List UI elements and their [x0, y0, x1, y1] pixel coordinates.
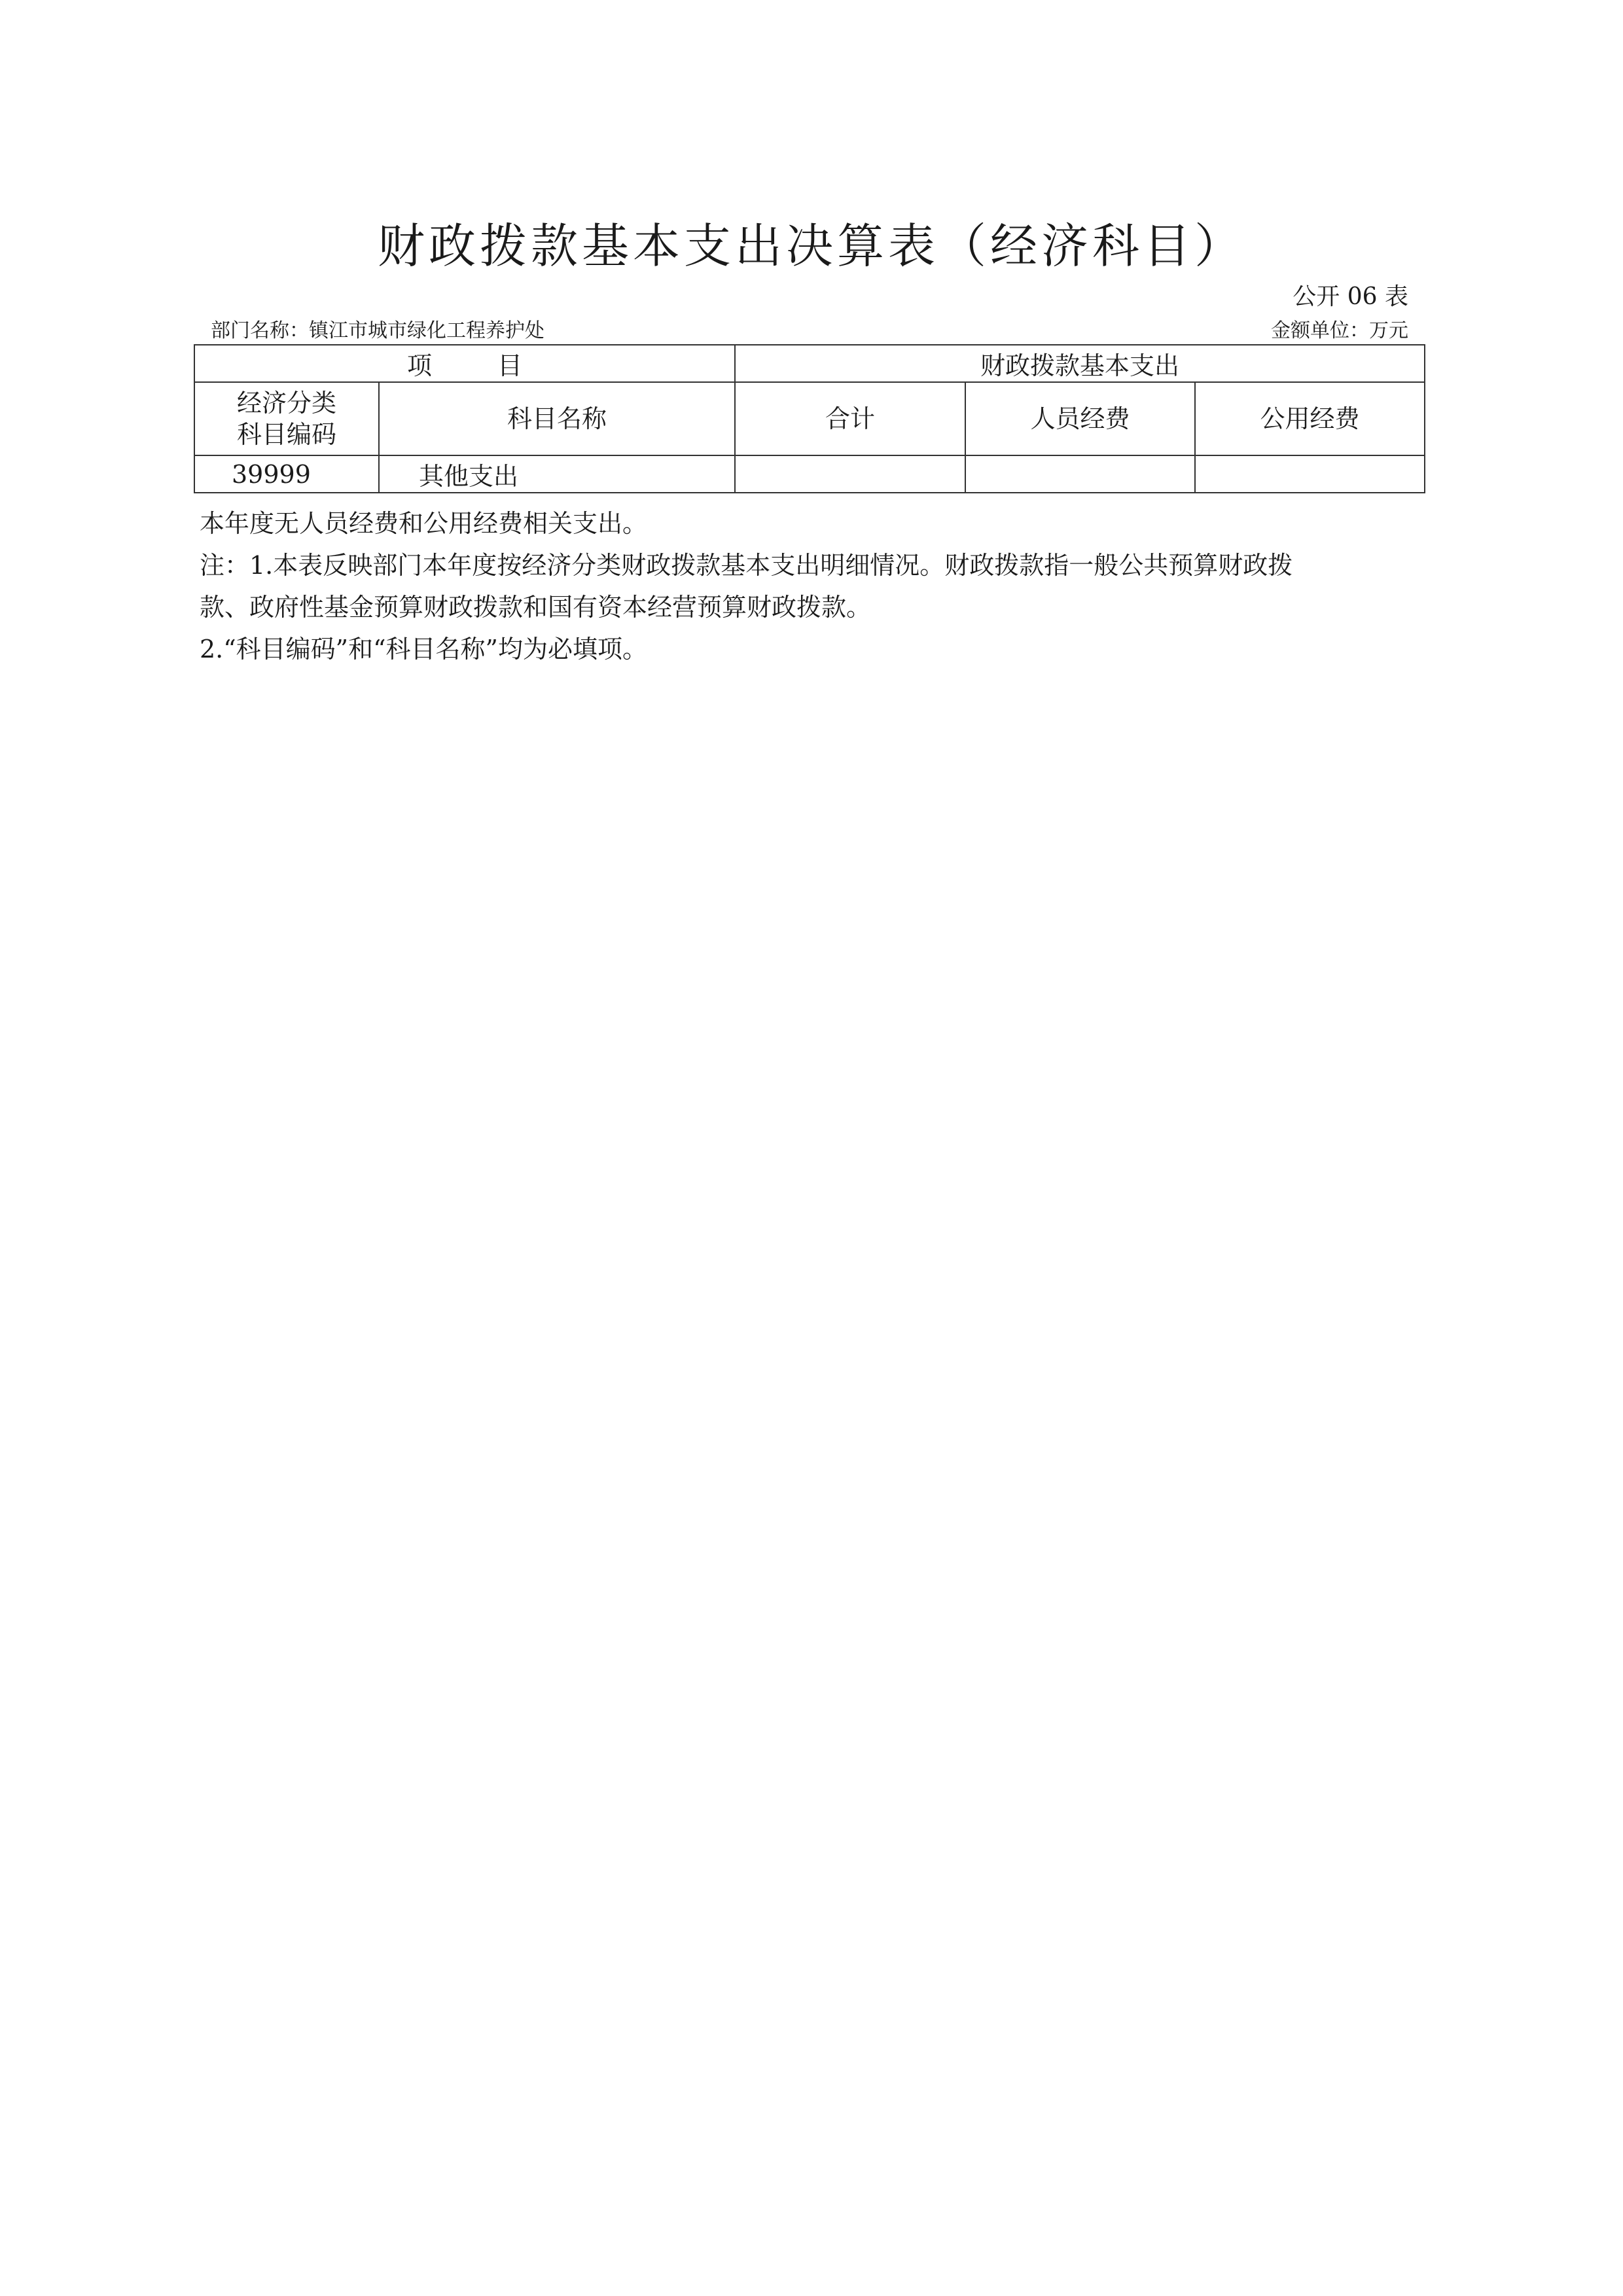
form-number: 公开 06 表 [1293, 283, 1408, 310]
col-code-line2: 科目编码 [236, 420, 336, 449]
header-item-right: 目 [497, 351, 523, 380]
note-line-3: 款、政府性基金预算财政拨款和国有资本经营预算财政拨款。 [200, 593, 872, 622]
col-personnel-header: 人员经费 [965, 382, 1195, 455]
col-total-header: 合计 [735, 382, 965, 455]
row-personnel [965, 455, 1195, 493]
col-name-header: 科目名称 [379, 382, 735, 455]
page-title: 财政拨款基本支出决算表（经济科目） [377, 219, 1245, 274]
amount-unit: 金额单位：万元 [1271, 319, 1408, 342]
note-line-1: 本年度无人员经费和公用经费相关支出。 [200, 509, 648, 538]
col-public-header: 公用经费 [1195, 382, 1425, 455]
header-item-cell [194, 345, 735, 382]
header-group-cell: 财政拨款基本支出 [735, 345, 1425, 382]
table-header-row [194, 345, 1425, 382]
row-code: 39999 [194, 455, 379, 493]
notes-section [200, 503, 1430, 670]
table-subheader-row [194, 382, 1425, 455]
table-row [194, 455, 1425, 493]
note-line-2: 注：1.本表反映部门本年度按经济分类财政拨款基本支出明细情况。财政拨款指一般公共预算财政拨 [200, 551, 1293, 580]
col-code-header [194, 382, 379, 455]
note-line-4: 2.“科目编码”和“科目名称”均为必填项。 [200, 635, 647, 663]
col-code-line1: 经济分类 [236, 389, 336, 417]
row-total [735, 455, 965, 493]
row-public [1195, 455, 1425, 493]
header-item-left: 项 [406, 351, 432, 380]
row-name: 其他支出 [379, 455, 735, 493]
department-name: 部门名称：镇江市城市绿化工程养护处 [211, 319, 544, 342]
expenditure-table [194, 344, 1425, 493]
